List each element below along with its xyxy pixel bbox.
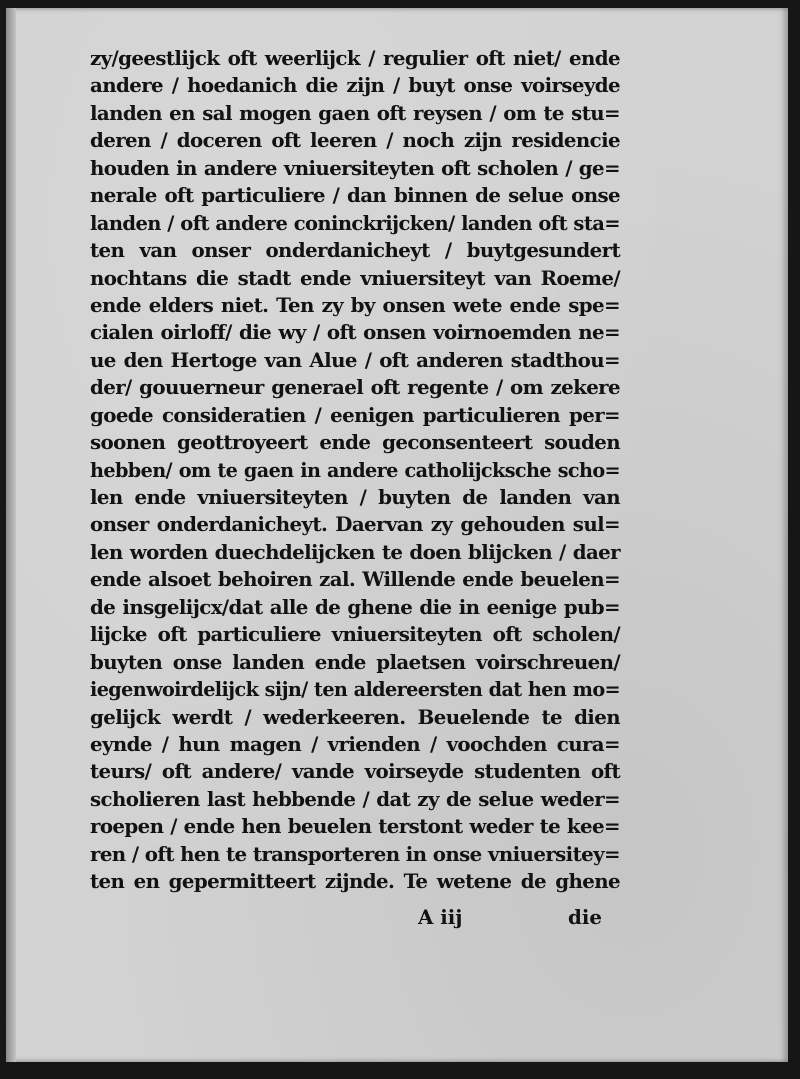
text-line: scholieren last hebbende / dat zy de selue weder= <box>90 786 620 811</box>
text-line: ende elders niet. Ten zy by onsen wete ende spe= <box>90 292 620 317</box>
text-line: deren / doceren oft leeren / noch zijn residencie <box>90 128 620 153</box>
text-line: lijcke oft particuliere vniuersiteyten oft scholen/ <box>90 622 620 647</box>
text-line: ten en gepermitteert zijnde. Te wetene de ghene <box>90 869 620 894</box>
text-line: andere / hoedanich die zijn / buyt onse voirseyde <box>90 73 620 98</box>
book-page <box>6 8 788 1062</box>
text-line: len ende vniuersiteyten / buyten de landen van <box>90 485 620 509</box>
text-line: soonen geottroyeert ende geconsenteert souden <box>90 430 620 455</box>
text-line: de insgelijcx/dat alle de ghene die in eenige pub= <box>90 594 620 619</box>
text-line: nochtans die stadt ende vniuersiteyt van Roeme/ <box>90 265 620 290</box>
text-line: ren / oft hen te transporteren in onse vniuersitey= <box>90 841 620 866</box>
text-line: len worden duechdelijcken te doen blijcken / daer <box>90 539 620 564</box>
page-footer <box>6 903 788 931</box>
text-line: houden in andere vniuersiteyten oft scholen / ge= <box>90 155 620 180</box>
text-line: gelijck werdt / wederkeeren. Beuelende te dien <box>90 704 620 729</box>
text-line: zy/geestlijck oft weerlijck / regulier oft niet/ ende <box>90 46 620 70</box>
text-line: landen en sal mogen gaen oft reysen / om te stu= <box>90 100 620 125</box>
text-line: onser onderdanicheyt. Daervan zy gehouden sul= <box>90 512 620 537</box>
text-line: teurs/ oft andere/ vande voirseyde studenten oft <box>90 759 620 784</box>
text-line: iegenwoirdelijck sijn/ ten aldereersten dat hen mo= <box>90 678 620 702</box>
text-line: eynde / hun magen / vrienden / voochden cura= <box>90 731 620 756</box>
text-line: ten van onser onderdanicheyt / buytgesundert <box>90 238 620 263</box>
text-line: buyten onse landen ende plaetsen voirschreuen/ <box>90 649 620 674</box>
signature-mark: A iij <box>418 905 463 929</box>
text-line: hebben/ om te gaen in andere catholijcksche scho= <box>90 458 620 482</box>
text-line: cialen oirloff/ die wy / oft onsen voirnoemden ne= <box>90 320 620 345</box>
text-line: goede consideratien / eenigen particulieren per= <box>90 402 620 427</box>
text-line: roepen / ende hen beuelen terstont weder te kee= <box>90 814 620 839</box>
catchword: die <box>568 905 602 929</box>
text-line: landen / oft andere coninckrijcken/ landen oft sta= <box>90 211 620 235</box>
body-text <box>90 45 620 896</box>
text-line: nerale oft particuliere / dan binnen de selue onse <box>90 183 620 208</box>
text-line: ue den Hertoge van Alue / oft anderen stadthou= <box>90 347 620 372</box>
text-line: der/ gouuerneur generael oft regente / om zekere <box>90 375 620 400</box>
text-line: ende alsoet behoiren zal. Willende ende beuelen= <box>90 567 620 592</box>
